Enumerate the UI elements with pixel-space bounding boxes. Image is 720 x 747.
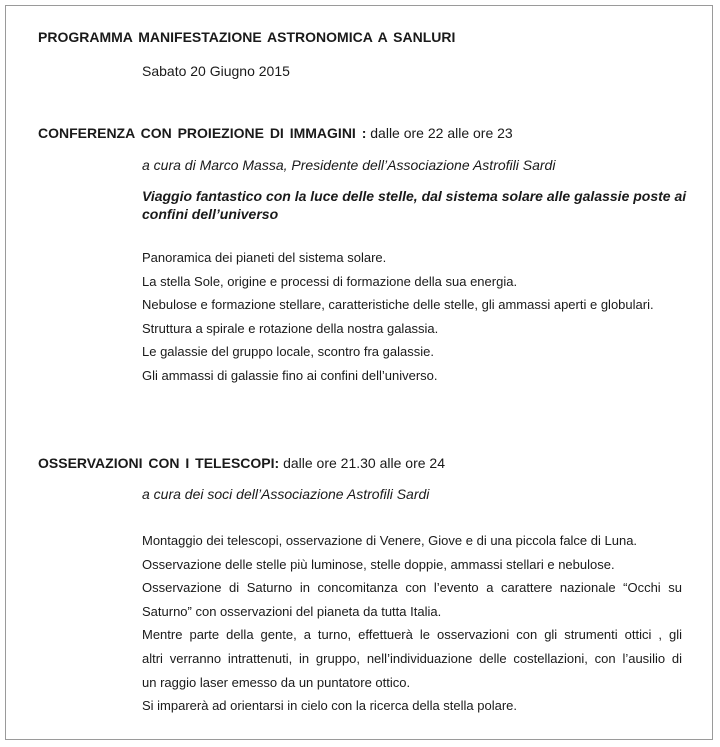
list-item: Struttura a spirale e rotazione della nostra galassia. — [142, 320, 439, 336]
list-item: Le galassie del gruppo locale, scontro fra galassie. — [142, 344, 434, 360]
paragraph-line: Montaggio dei telescopi, osservazione di Venere, Giove e di una piccola falce di Luna. — [142, 533, 638, 548]
conference-topics — [142, 246, 682, 388]
paragraph-line: altri verranno intrattenuti, in gruppo, nell’individuazione delle costellazioni, con l’ausilio di — [142, 650, 682, 666]
document-title: PROGRAMMA MANIFESTAZIONE ASTRONOMICA A SANLURI — [38, 29, 456, 45]
list-item: Nebulose e formazione stellare, caratteristiche delle stelle, gli ammassi aperti e globulari. — [142, 297, 654, 313]
observations-curator: a cura dei soci dell’Associazione Astrofili Sardi — [142, 486, 430, 502]
observations-description — [142, 529, 682, 718]
talk-title: Viaggio fantastico con la luce delle stelle, dal sistema solare alle galassie poste ai confini dell’universo — [142, 188, 687, 222]
list-item: Panoramica dei pianeti del sistema solare. — [142, 250, 387, 265]
event-date: Sabato 20 Giugno 2015 — [142, 63, 290, 79]
paragraph-line: Si imparerà ad orientarsi in cielo con la ricerca della stella polare. — [142, 698, 518, 714]
list-item: La stella Sole, origine e processi di formazione della sua energia. — [142, 273, 518, 289]
observations-time: dalle ore 21.30 alle ore 24 — [283, 455, 445, 471]
paragraph-line: Osservazione delle stelle più luminose, stelle doppie, ammassi stellari e nebulose. — [142, 556, 615, 572]
conference-heading-label: CONFERENZA CON PROIEZIONE DI IMMAGINI : — [38, 125, 367, 141]
conference-heading — [38, 125, 513, 141]
conference-time: dalle ore 22 alle ore 23 — [370, 125, 513, 141]
observations-heading-label: OSSERVAZIONI CON I TELESCOPI: — [38, 455, 280, 471]
list-item: Gli ammassi di galassie fino ai confini dell’universo. — [142, 367, 438, 383]
observations-heading — [38, 455, 445, 471]
paragraph-line: Osservazione di Saturno in concomitanza con l’evento a carattere nazionale “Occhi su — [142, 580, 682, 596]
paragraph-line: un raggio laser emesso da un puntatore ottico. — [142, 674, 411, 690]
paragraph-line: Saturno” con osservazioni del pianeta da tutta Italia. — [142, 603, 442, 619]
paragraph-line: Mentre parte della gente, a turno, effettuerà le osservazioni con gli strumenti ottici , gli — [142, 627, 682, 643]
conference-curator: a cura di Marco Massa, Presidente dell’Associazione Astrofili Sardi — [142, 157, 556, 173]
